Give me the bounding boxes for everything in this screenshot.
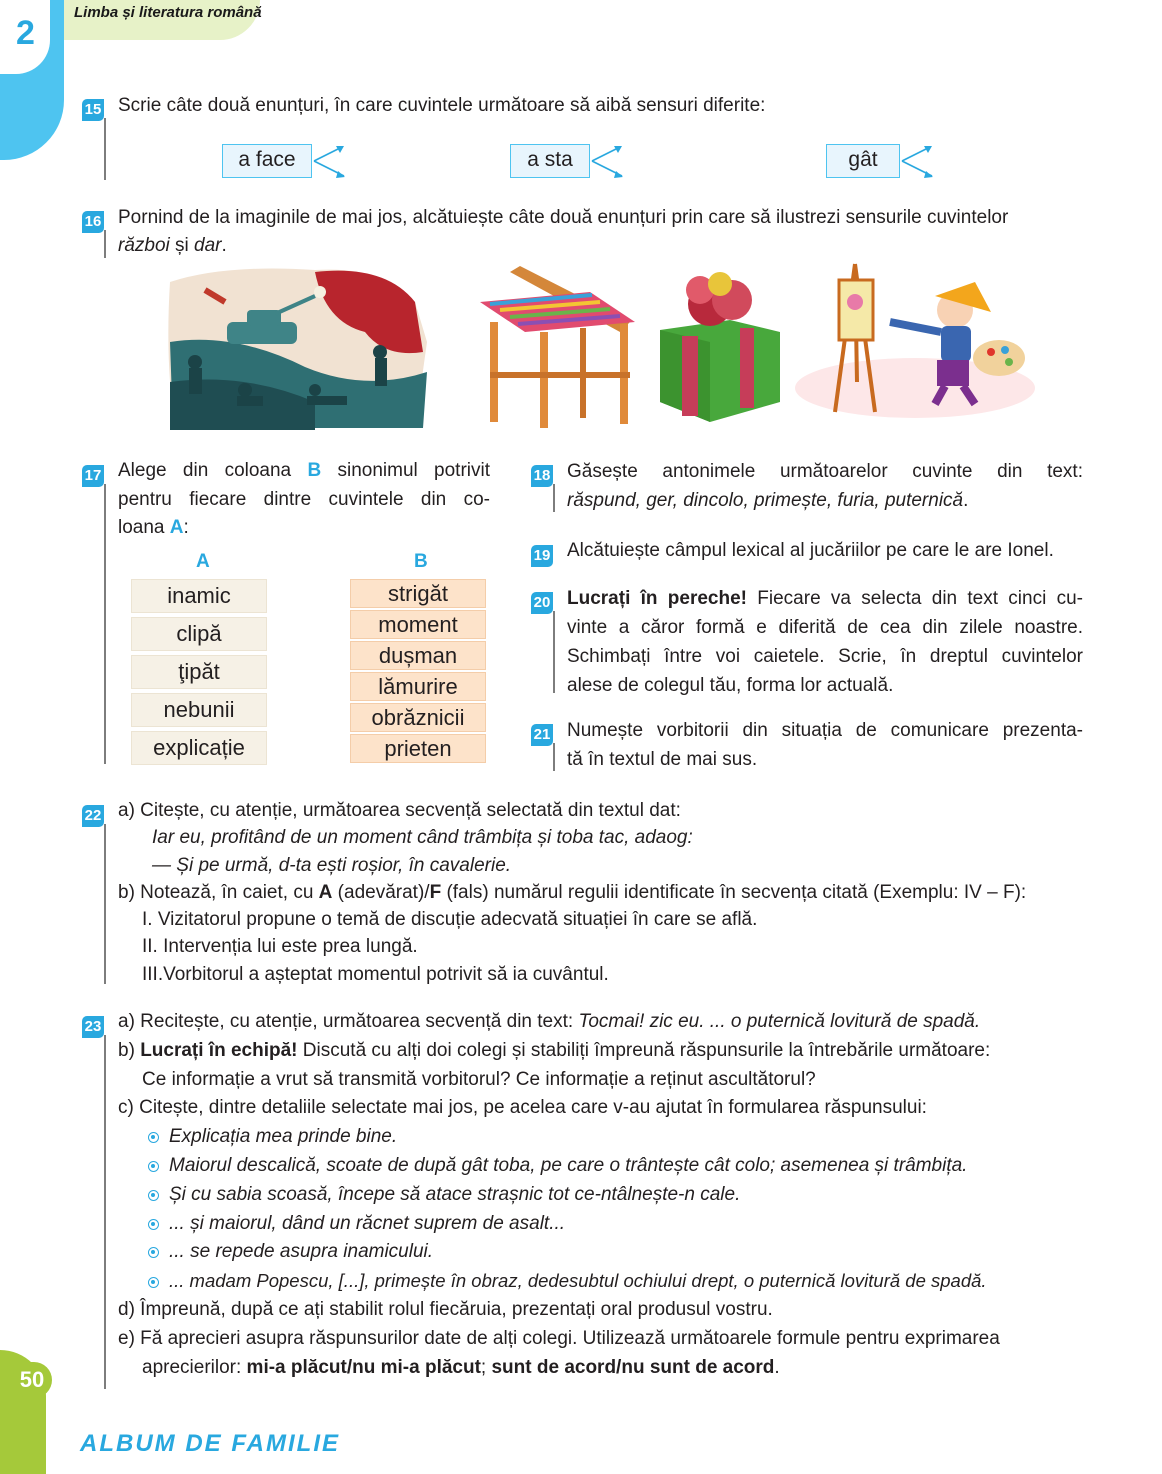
footer-dot (36, 1426, 44, 1434)
branch-arrows-icon (312, 142, 348, 182)
ex17-col-b-item: strigăt (351, 580, 485, 607)
ex17-number: 17 (82, 461, 104, 489)
ex23-bullet: ... madam Popescu, [...], primește în obraz, dedesubtul ochiului drept, o puternică lovitură de spadă. (118, 1267, 1138, 1296)
ex18-number: 18 (531, 461, 553, 489)
ex21-line2: tă în textul de mai sus. (567, 749, 758, 770)
ex22-item: I. Vizitatorul propune o temă de discuție adecvată situației în care se află. (142, 909, 758, 931)
ex17-line3: loana A: (118, 517, 189, 538)
ex16-word-dar: dar (194, 234, 222, 256)
ex21-line1: Numește vorbitorii din situația de comunicare prezenta- (567, 720, 1083, 741)
page-number: 50 (12, 1362, 52, 1398)
ex15-word-1: a face (222, 144, 312, 178)
bullet-icon (148, 1161, 159, 1172)
branch-arrows-icon (900, 142, 936, 182)
unit-number: 2 (16, 14, 35, 52)
ex16-text (118, 204, 1118, 259)
ex18-rule (553, 484, 555, 512)
bullet-icon (148, 1132, 159, 1143)
ex20-line1: Lucrați în pereche! Fiecare va selecta din text cinci cu- (567, 588, 1083, 609)
ex20-rule (553, 611, 555, 693)
ex19-text: Alcătuiește câmpul lexical al jucăriilor pe care le are Ionel. (567, 540, 1054, 561)
ex23-e-line2: aprecierilor: mi-a plăcut/nu mi-a plăcut; sunt de acord/nu sunt de acord. (142, 1356, 780, 1378)
ex22-b: b) Notează, în caiet, cu A (adevărat)/F (fals) numărul regulii identificate în secvența citată (Exemplu: IV – F): (118, 881, 1027, 903)
ex22-quote1: Iar eu, profitând de un moment când trâmbița și toba tac, adaog: (152, 827, 693, 849)
ex15-rule (104, 118, 106, 180)
ex20-text (567, 584, 1083, 700)
ex22-number: 22 (82, 801, 104, 829)
ex21-text (567, 716, 1083, 774)
ex17-col-a-item: clipă (132, 618, 266, 650)
ex17-col-b-item: dușman (351, 642, 485, 669)
painter-child-image (795, 264, 1035, 418)
ex17-col-a-item: inamic (132, 580, 266, 612)
bullet-icon (148, 1219, 159, 1230)
ex23-bullet: ... și maiorul, dând un răcnet suprem de asalt... (118, 1210, 1138, 1239)
ex23-number: 23 (82, 1012, 104, 1040)
ex16-number: 16 (82, 207, 104, 235)
ex20-line2: vinte a căror formă e diferită de cea din zilele noastre. (567, 617, 1083, 638)
ex15-word-2: a sta (510, 144, 590, 178)
ex22-rule (104, 824, 106, 984)
ex20-line4: alese de colegul tău, forma lor actuală. (567, 675, 894, 696)
ex16-line2 (118, 232, 1118, 260)
branch-arrows-icon (590, 142, 626, 182)
ex17-col-a-header: A (196, 551, 210, 572)
ex15-number: 15 (82, 95, 104, 123)
ex23-b: b) Lucrați în echipă! Discută cu alți doi colegi și stabiliți împreună răspunsurile la întrebările următoare: (118, 1039, 991, 1061)
ex17-line1: Alege din coloana B sinonimul potrivit (118, 460, 491, 481)
ex18-words: răspund, ger, dincolo, primește, furia, puternică. (567, 490, 969, 511)
ex21-number: 21 (531, 720, 553, 748)
ex23-bullet: ... se repede asupra inamicului. (118, 1238, 1138, 1267)
ex16-rule (104, 230, 106, 258)
ex23-rule (104, 1035, 106, 1389)
weaving-loom-image (480, 266, 635, 428)
ex17-col-b-item: obrăznicii (351, 704, 485, 731)
ex17-col-b-item: moment (351, 611, 485, 638)
gift-box-image (660, 272, 780, 422)
ex22-item: III.Vorbitorul a așteptat momentul potrivit să ia cuvântul. (142, 963, 609, 985)
ex22-text (118, 797, 1128, 988)
ex15-word-3: gât (826, 144, 900, 178)
ex23-bullet: Maiorul descalică, scoate de după gât toba, pe care o trântește cât colo; asemenea și trâmbița. (118, 1152, 1138, 1181)
ex20-line3: Schimbați între voi caietele. Scrie, în dreptul cuvintelor (567, 646, 1083, 667)
ex17-col-b-item: prieten (351, 735, 485, 762)
ex23-e: e) Fă aprecieri asupra răspunsurilor date de alți colegi. Utilizează următoarele formule pentru exprimarea (118, 1327, 1000, 1349)
bullet-icon (148, 1190, 159, 1201)
ex23-text (118, 1008, 1138, 1382)
bullet-icon (148, 1247, 159, 1258)
ex16-conj: și (169, 234, 195, 256)
ex20-number: 20 (531, 588, 553, 616)
ex17-col-a-item: ţipăt (132, 656, 266, 688)
ex17-col-a-item: nebunii (132, 694, 266, 726)
ex22-a: a) Citește, cu atenție, următoarea secvență selectată din textul dat: (118, 800, 681, 821)
ex18-line1: Găsește antonimele următoarelor cuvinte din text: (567, 461, 1083, 482)
ex23-c: c) Citește, dintre detaliile selectate mai jos, pe acelea care v-au ajutat în formularea răspunsului: (118, 1097, 927, 1119)
ex19-number: 19 (531, 541, 553, 569)
ex17-col-b-header: B (414, 551, 428, 572)
subject-title: Limba și literatura română (74, 4, 262, 21)
ex18-text (567, 457, 1083, 515)
ex17-col-b-item: lămurire (351, 673, 485, 700)
footer-dot (24, 1410, 38, 1424)
ex22-item: II. Intervenția lui este prea lungă. (142, 936, 418, 958)
ex16-illustrations (165, 262, 1035, 430)
ex16-end: . (221, 234, 227, 256)
ex16-line1: Pornind de la imaginile de mai jos, alcătuiește câte două enunțuri prin care să ilustrezi sensurile cuvintelor (118, 207, 1009, 228)
ex17-line2: pentru fiecare dintre cuvintele din co- (118, 488, 490, 510)
ex23-b-line2: Ce informație a vrut să transmită vorbitorul? Ce informație a reținut ascultătorul? (142, 1068, 816, 1090)
ex17-text (118, 457, 490, 543)
bullet-icon (148, 1277, 159, 1288)
war-scene-image (168, 269, 427, 431)
ex23-d: d) Împreună, după ce ați stabilit rolul fiecăruia, prezentați oral produsul vostru. (118, 1298, 773, 1320)
ex17-rule (104, 484, 106, 764)
ex23-bullet: Și cu sabia scoasă, începe să atace strașnic tot ce-ntâlnește-n cale. (118, 1181, 1138, 1210)
ex21-rule (553, 743, 555, 771)
unit-title: ALBUM DE FAMILIE (80, 1430, 340, 1457)
ex22-quote2: — Și pe urmă, d-ta ești roșior, în cavalerie. (152, 854, 512, 876)
ex17-col-a-item: explicație (132, 732, 266, 764)
ex23-bullet: Explicația mea prinde bine. (118, 1123, 1138, 1152)
ex16-word-razboi: război (118, 234, 170, 256)
ex23-a: a) Recitește, cu atenție, următoarea secvență din text: Tocmai! zic eu. ... o puternică lovitură de spadă. (118, 1011, 981, 1032)
ex15-text: Scrie câte două enunțuri, în care cuvintele următoare să aibă sensuri diferite: (118, 95, 766, 116)
